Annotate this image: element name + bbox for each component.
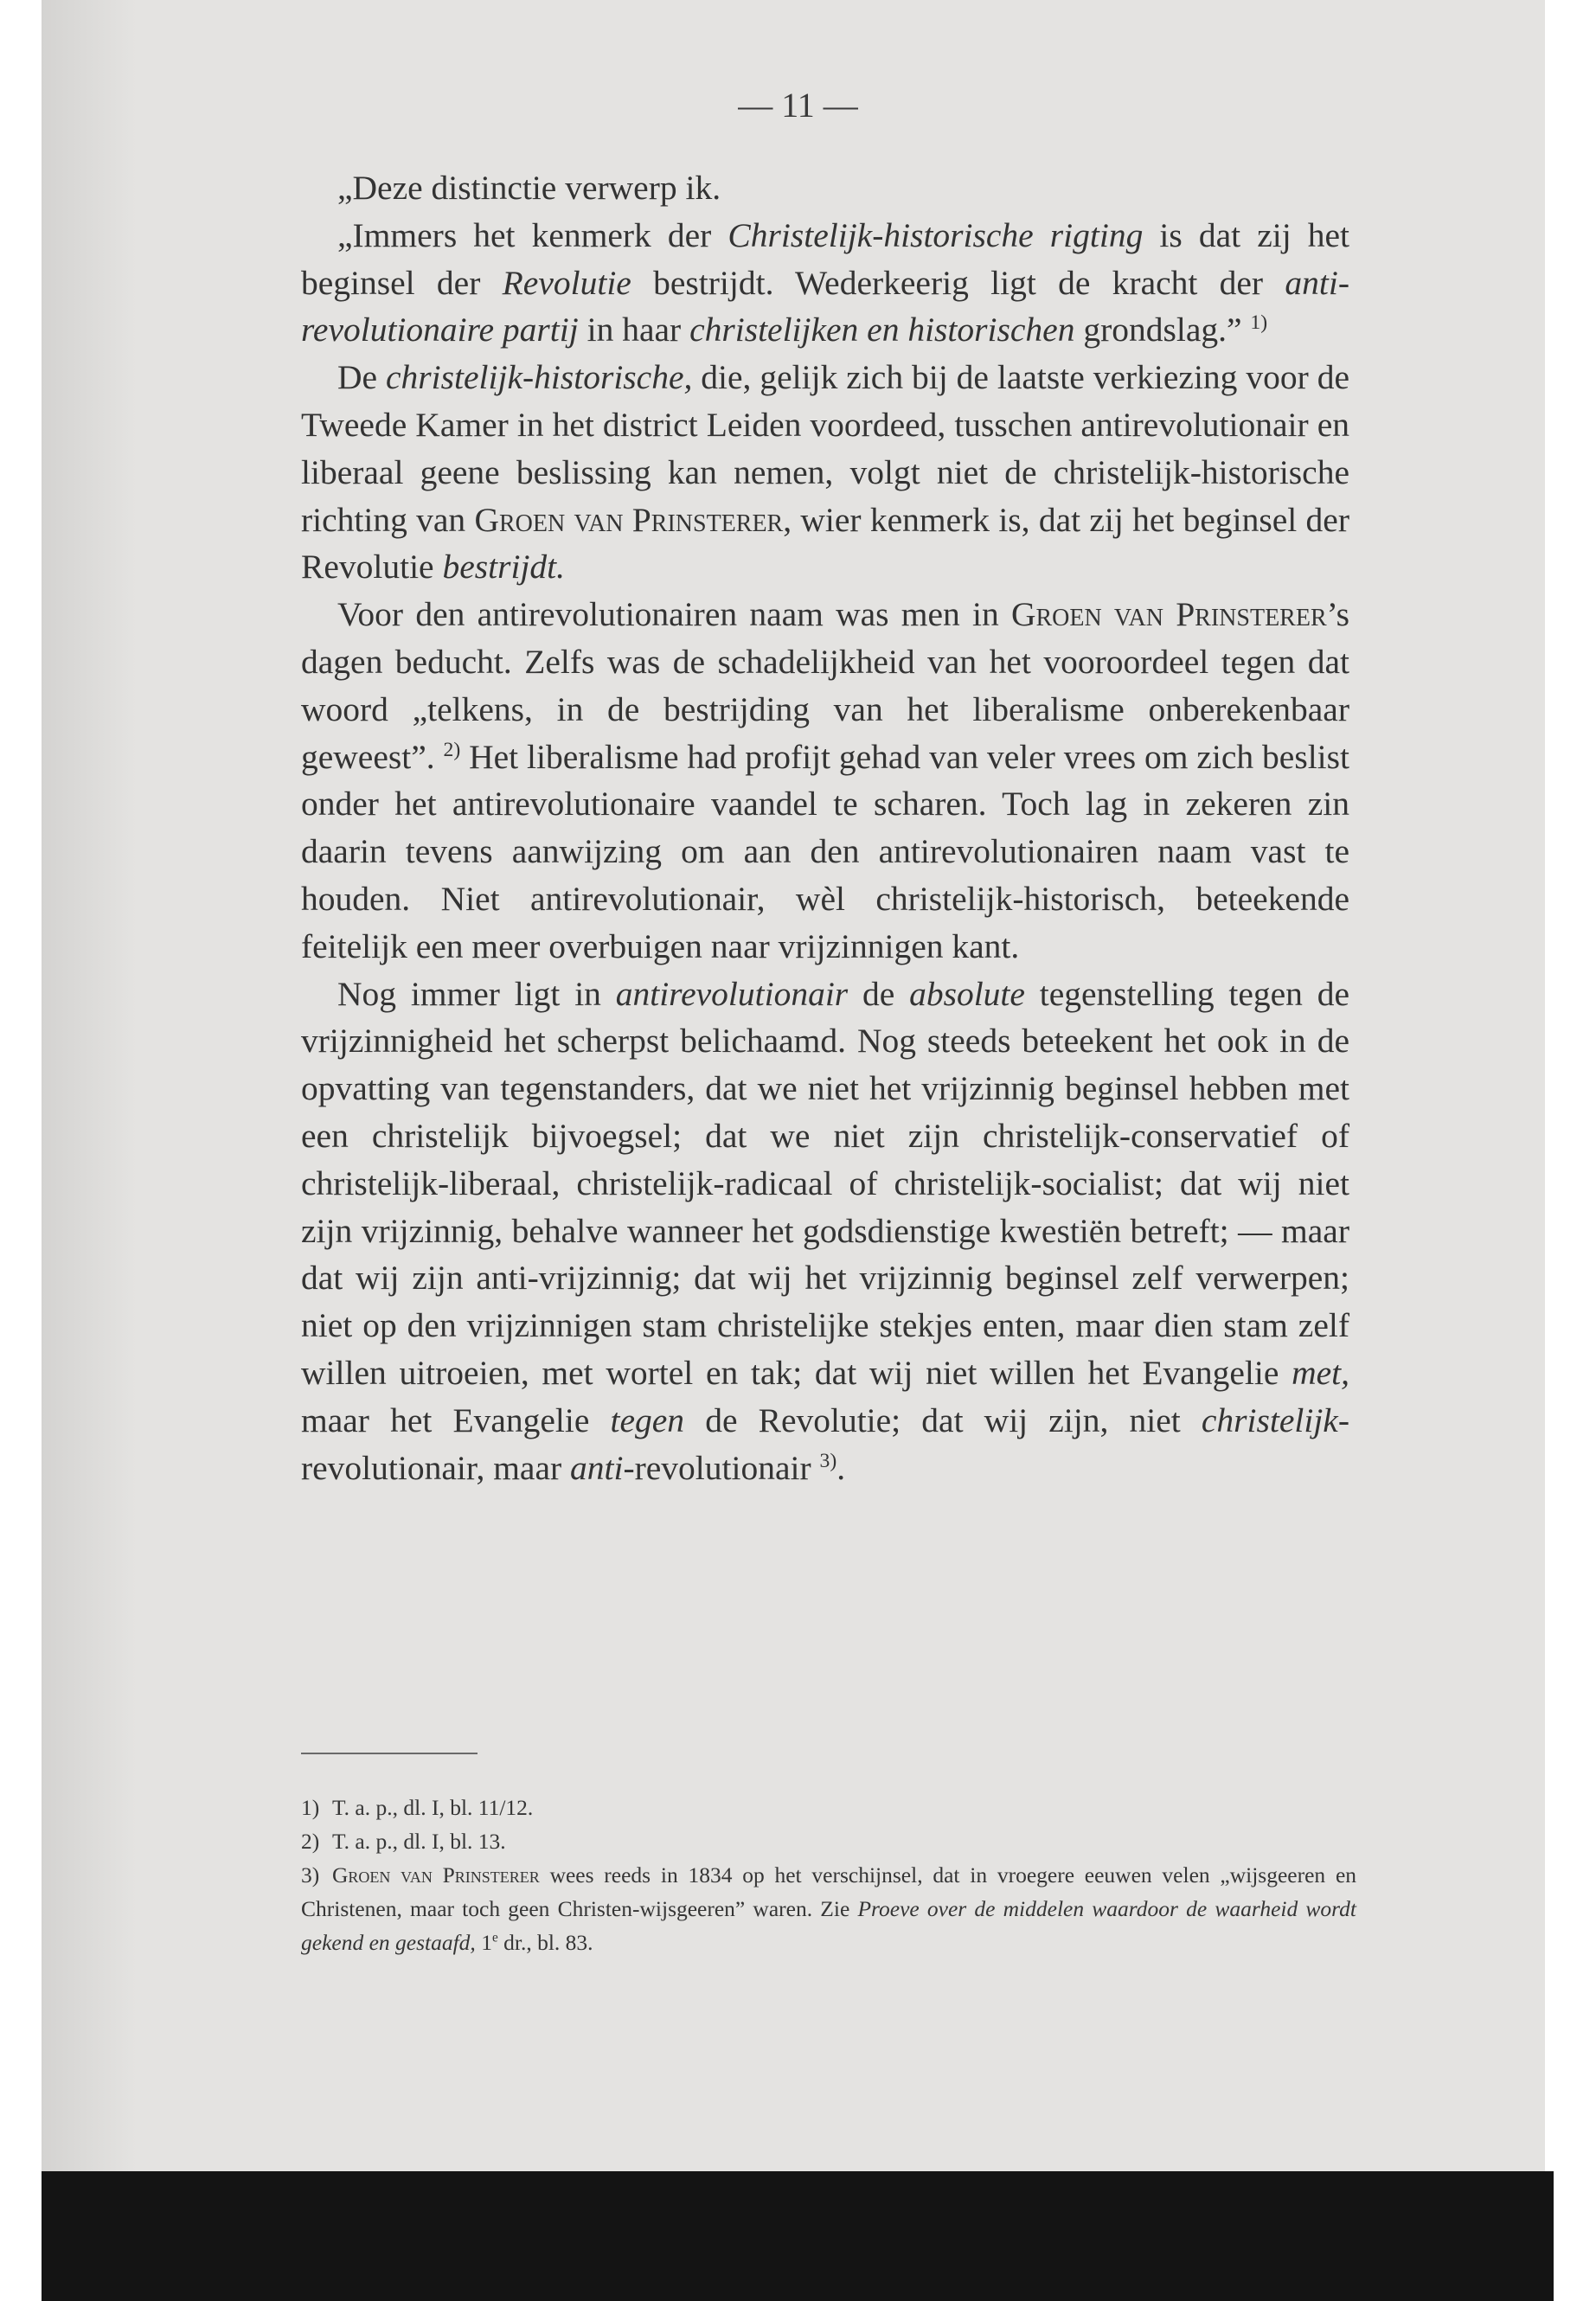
text-run: is dat zij het beginsel der [301,215,1350,302]
scan-background-right [1545,0,1596,2171]
italic-run: christelijken en historischen [689,311,1075,349]
paragraph-4 [301,591,1349,970]
text-run: De [337,358,387,397]
italic-run: tegen [610,1400,685,1439]
body-text [301,164,1349,1491]
text-run: . [836,1448,846,1487]
text-run: maar het Evangelie [301,1400,611,1439]
small-caps-run: Groen van Prinsterer [332,1862,540,1888]
text-run: ’s dagen beducht. Zelfs was de schadelijkheid van het vooroordeel tegen dat woord „telkens, in de bestrijding van het liberalisme onberekenbaar geweest”. [301,595,1349,776]
scan-bottom-border [42,2171,1554,2301]
paragraph-1: „Deze distinctie verwerp ik. [337,169,721,207]
footnote-marker: 1) [301,1795,320,1820]
footnotes [301,1791,1356,1959]
footnote-separator [301,1753,478,1754]
footnote-text [332,1829,506,1854]
footnote-marker: 3) [301,1862,320,1888]
text-run: -revolutionair [623,1448,820,1487]
footnote-ref: 2) [443,738,461,761]
footnote-ref: e [491,1930,498,1945]
small-caps-run: Groen van Prinsterer [474,500,784,539]
text-run: wees reeds in 1834 op het verschijnsel, dat in vroegere eeuwen velen „wijsgeeren en Christenen, maar toch geen Christen-wijsgeeren” waren. Zie [301,1862,1357,1921]
text-run: tegenstelling tegen de vrijzinnigheid het scherpst belichaamd. Nog steeds beteekent het ook in de opvatting van tegenstanders, dat we niet het vrijzinnig beginsel hebben met een christelijk bijvoegsel; dat we niet zijn christelijk-conservatief of christelijk-liberaal, christelijk-radicaal of christelijk-socialist; dat wij niet zijn vrijzinnig, behalve wanneer het godsdienstige kwestiën betreft; — maar dat wij zijn anti-vrijzinnig; dat wij het vrijzinnig beginsel zelf verwerpen; niet op den vrijzinnigen stam christelijke stekjes enten, maar dien stam zelf willen uitroeien, met wortel en tak; dat wij niet willen het Evangelie [301,974,1349,1392]
footnote-text [301,1862,1356,1955]
footnote-3 [301,1858,1356,1959]
text-run: Voor den antirevolutionairen naam was men in [337,595,1011,634]
scan-background-left [0,0,42,2301]
text-run: , wier kenmerk is, dat zij het beginsel der Revolutie [301,500,1349,586]
italic-run: anti [570,1448,624,1487]
text-run: -revolutionair, maar [301,1400,1349,1487]
text-run: T. a. p., dl. I, bl. 13. [332,1829,506,1854]
italic-run: antirevolutionair [615,974,849,1013]
italic-run: christelijk-historische, [386,358,693,397]
footnote-marker: 2) [301,1829,320,1854]
italic-run: christelijk [1201,1400,1338,1439]
text-run: bestrijdt. Wederkeerig ligt de kracht der [631,263,1285,302]
text-run: grondslag.” [1074,311,1251,349]
italic-run: Proeve over de middelen waardoor de waarheid wordt gekend en gestaafd, [301,1896,1356,1955]
italic-run: bestrijdt. [442,548,566,586]
paragraph-2 [301,212,1349,354]
text-run: die, gelijk zich bij de laatste verkiezing voor de Tweede Kamer in het district Leiden voordeed, tusschen antirevolutionair en liberaal geene beslissing kan nemen, volgt niet de christelijk-historische richting van [301,358,1349,539]
text-run: de Revolutie; dat wij zijn, niet [684,1400,1202,1439]
italic-run: met, [1292,1353,1349,1392]
italic-run: Christelijk-historische rigting [727,215,1144,254]
paragraph-5 [301,971,1349,1492]
paper-edge-shadow [42,0,137,2171]
footnote-2 [301,1824,1356,1858]
text-run: 1 [475,1930,492,1955]
text-run: dr., bl. 83. [497,1930,593,1955]
italic-run: absolute [909,974,1025,1013]
text-run: „Immers het kenmerk der [337,215,728,254]
paragraph-3 [301,354,1349,591]
italic-run: Revolutie [502,263,631,302]
page-number: — 11 — [738,86,858,125]
text-run: Het liberalisme had profijt gehad van veler vrees om zich beslist onder het antirevolutionaire vaandel te scharen. Toch lag in zekeren zin daarin tevens aanwijzing om aan den antirevolutionairen naam vast te houden. Niet antirevolutionair, wèl christelijk-historisch, beteekende feitelijk een meer overbuigen naar vrijzinnigen kant. [301,737,1349,965]
text-run: de [848,974,910,1013]
footnote-ref: 1) [1250,311,1268,335]
footnote-ref: 3) [819,1449,837,1472]
text-run: Nog immer ligt in [337,974,616,1013]
text-run: T. a. p., dl. I, bl. 11/12. [332,1795,534,1820]
text-run: in haar [578,311,690,349]
small-caps-run: Groen van Prinsterer [1010,595,1327,634]
footnote-text [332,1795,533,1820]
italic-run: anti-revolutionaire partij [301,263,1349,349]
footnote-1 [301,1791,1356,1824]
